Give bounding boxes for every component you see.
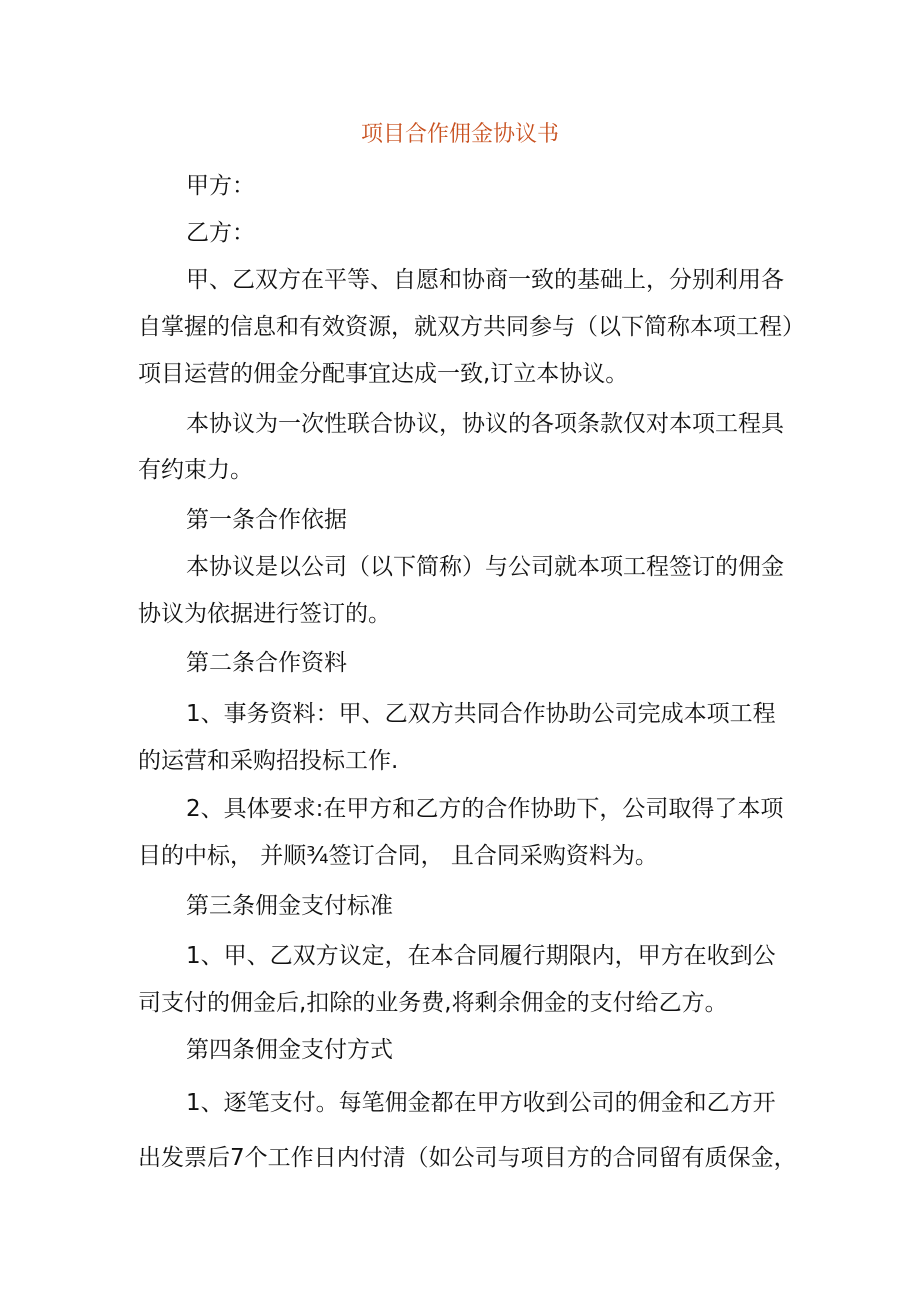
paragraph-line: 出发票后7个工作日内付清（如公司与项目方的合同留有质保金， bbox=[138, 1145, 797, 1171]
paragraph-line: 1、事务资料：甲、乙双方共同合作协助公司完成本项工程 bbox=[186, 701, 776, 727]
section-heading: 第三条佣金支付标准 bbox=[186, 893, 393, 919]
paragraph-line: 有约束力。 bbox=[138, 457, 253, 483]
paragraph-line: 1、甲、乙双方议定，在本合同履行期限内，甲方在收到公 bbox=[186, 943, 776, 969]
party-b-line: 乙方： bbox=[186, 220, 255, 246]
paragraph-line: 目的中标， 并顺¾签订合同， 且合同采购资料为。 bbox=[138, 843, 658, 869]
paragraph-line: 自掌握的信息和有效资源，就双方共同参与（以下简称本项工程） bbox=[138, 314, 805, 340]
section-heading: 第四条佣金支付方式 bbox=[186, 1037, 393, 1063]
paragraph-line: 本协议为一次性联合协议，协议的各项条款仅对本项工程具 bbox=[186, 411, 784, 437]
section-heading: 第二条合作资料 bbox=[186, 650, 347, 676]
paragraph-line: 甲、乙双方在平等、自愿和协商一致的基础上，分别利用各 bbox=[186, 267, 784, 293]
paragraph-line: 1、逐笔支付。每笔佣金都在甲方收到公司的佣金和乙方开 bbox=[186, 1090, 776, 1116]
paragraph-line: 本协议是以公司（以下简称）与公司就本项工程签订的佣金 bbox=[186, 554, 784, 580]
document-title: 项目合作佣金协议书 bbox=[360, 122, 559, 147]
paragraph-line: 的运营和采购招投标工作. bbox=[138, 748, 399, 774]
paragraph-line: 2、具体要求:在甲方和乙方的合作协助下，公司取得了本项 bbox=[186, 796, 784, 822]
paragraph-line: 项目运营的佣金分配事宜达成一致,订立本协议。 bbox=[138, 361, 629, 387]
paragraph-line: 协议为依据进行签订的。 bbox=[138, 601, 391, 627]
party-a-line: 甲方： bbox=[186, 173, 255, 199]
paragraph-line: 司支付的佣金后,扣除的业务费,将剩余佣金的支付给乙方。 bbox=[138, 990, 728, 1016]
section-heading: 第一条合作依据 bbox=[186, 507, 347, 533]
